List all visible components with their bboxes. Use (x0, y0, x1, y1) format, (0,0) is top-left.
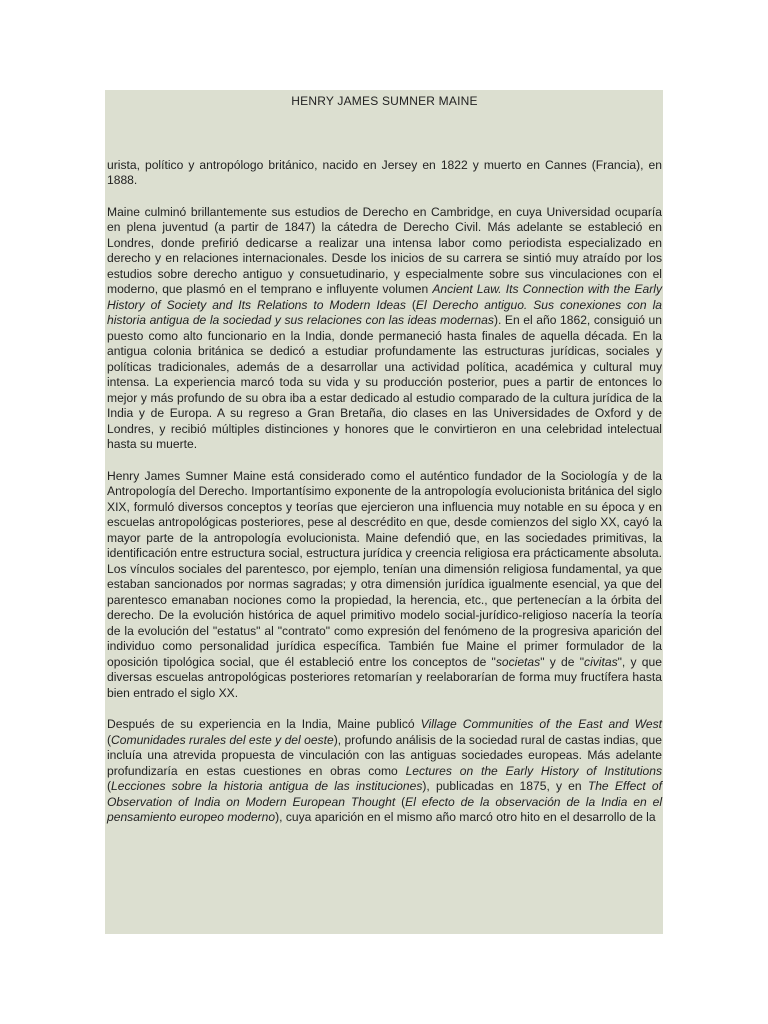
paragraph-1 (107, 158, 662, 189)
p3-term-civitas: civitas (584, 654, 618, 669)
p4-title-lectures-es: Lecciones sobre la historia antigua de las instituciones (111, 779, 423, 793)
document-title: HENRY JAMES SUMNER MAINE (291, 94, 478, 108)
document-content (105, 90, 663, 826)
paragraph-4 (107, 717, 662, 826)
p3-text-e: ", y que diversas escuelas antropológicas posteriores retomarían y reelaborarían de forma muy fructífera hasta bien entrado el siglo XX. (107, 654, 662, 700)
document-page (105, 90, 663, 934)
p4-title-lectures-en: Lectures on the Early History of Institutions (405, 763, 663, 778)
p3-term-societas: societas (495, 654, 541, 669)
p4-text-e: ), profundo análisis de la sociedad rural de castas indias, que incluía una atrevida propuesta de vinculación con las antiguas sociedades europeas. Más adelante profundizaría en estas cuestiones en obras como (107, 732, 662, 778)
p4-text-k: ( (395, 794, 406, 809)
p4-text-i: ), publicadas en 1875, y en (422, 779, 588, 793)
p4-title-effect-es: El efecto de la observación de la India en el pensamiento europeo moderno (107, 794, 663, 824)
paragraph-3 (107, 469, 662, 702)
p4-title-village-es: Comunidades rurales del este y del oeste (111, 732, 334, 747)
p4-title-effect-en: The Effect of Observation of India on Modern European Thought (107, 779, 662, 809)
p2-text-a: Maine culminó brillantemente sus estudios de Derecho en Cambridge, en cuya Universidad ocuparía en plena juventud (a partir de 1847) la cátedra de Derecho Civil. Más adelante se estableció en Londres, donde prefirió dedicarse a realizar una intensa labor como periodista especializado en derecho y en relaciones internacionales. Desde los inicios de su carrera se sintió muy atraído por los estudios sobre derecho antiguo y consuetudinario, y especialmente sobre sus vinculaciones con el moderno, que plasmó en el temprano e influyente volumen (107, 204, 662, 296)
p3-text-c: " y de " (540, 654, 585, 669)
p2-title-es: El Derecho antiguo. Sus conexiones con la historia antigua de la sociedad y sus relaciones con las ideas modernas (107, 297, 662, 327)
p2-text-e: ). En el año 1862, consiguió un puesto como alto funcionario en la India, donde permaneció hasta finales de aquella década. En la antigua colonia británica se dedicó a estudiar profundamente las estructuras jurídicas, sociales y políticas tradicionales, además de a desarrollar una actividad política, académica y cultural muy intensa. La experiencia marcó toda su vida y su producción posterior, pues a partir de entonces lo mejor y más profundo de su obra iba a estar dedicado al estudio comparado de la cultura jurídica de la India y de Europa. A su regreso a Gran Bretaña, dio clases en las Universidades de Oxford y de Londres, y recibió múltiples distinciones y honores que le convirtieron en una celebridad intelectual hasta su muerte. (107, 313, 662, 451)
p4-text-a: Después de su experiencia en la India, Maine publicó (107, 717, 421, 731)
paragraph-2 (107, 205, 662, 453)
p2-text-c: ( (405, 297, 416, 312)
p4-text-c: ( (107, 732, 112, 747)
p2-title-en: Ancient Law. Its Connection with the Early History of Society and Its Relations to Modern Ideas (107, 282, 662, 312)
p4-text-g: ( (107, 779, 112, 793)
p1-text: urista, político y antropólogo británico, nacido en Jersey en 1822 y muerto en Cannes (Francia), en 1888. (107, 157, 662, 187)
p4-text-m: ), cuya aparición en el mismo año marcó otro hito en el desarrollo de la (275, 810, 656, 824)
p3-text-a: Henry James Sumner Maine está considerado como el auténtico fundador de la Sociología y de la Antropología del Derecho. Importantísimo exponente de la antropología evolucionista británica del siglo XIX, formuló diversos conceptos y teorías que ejercieron una influencia muy notable en su época y en escuelas antropológicas posteriores, pese al descrédito en que, desde comienzos del siglo XX, cayó la mayor parte de la antropología evolucionista. Maine defendió que, en las sociedades primitivas, la identificación entre estructura social, estructura jurídica y creencia religiosa era prácticamente absoluta. Los vínculos sociales del parentesco, por ejemplo, tenían una dimensión religiosa fundamental, ya que estaban sancionados por normas sagradas; y otra dimensión jurídica igualmente esencial, ya que del parentesco emanaban nociones como la propiedad, la herencia, etc., que pertenecían a la órbita del derecho. De la evolución histórica de aquel primitivo modelo social-jurídico-religioso nacería la teoría de la evolución del "estatus" al "contrato" como expresión del fenómeno de la progresiva aparición del individuo como personalidad jurídica específica. También fue Maine el primer formulador de la oposición tipológica social, que él estableció entre los conceptos de " (107, 468, 662, 669)
p4-title-village-en: Village Communities of the East and West (420, 717, 662, 731)
